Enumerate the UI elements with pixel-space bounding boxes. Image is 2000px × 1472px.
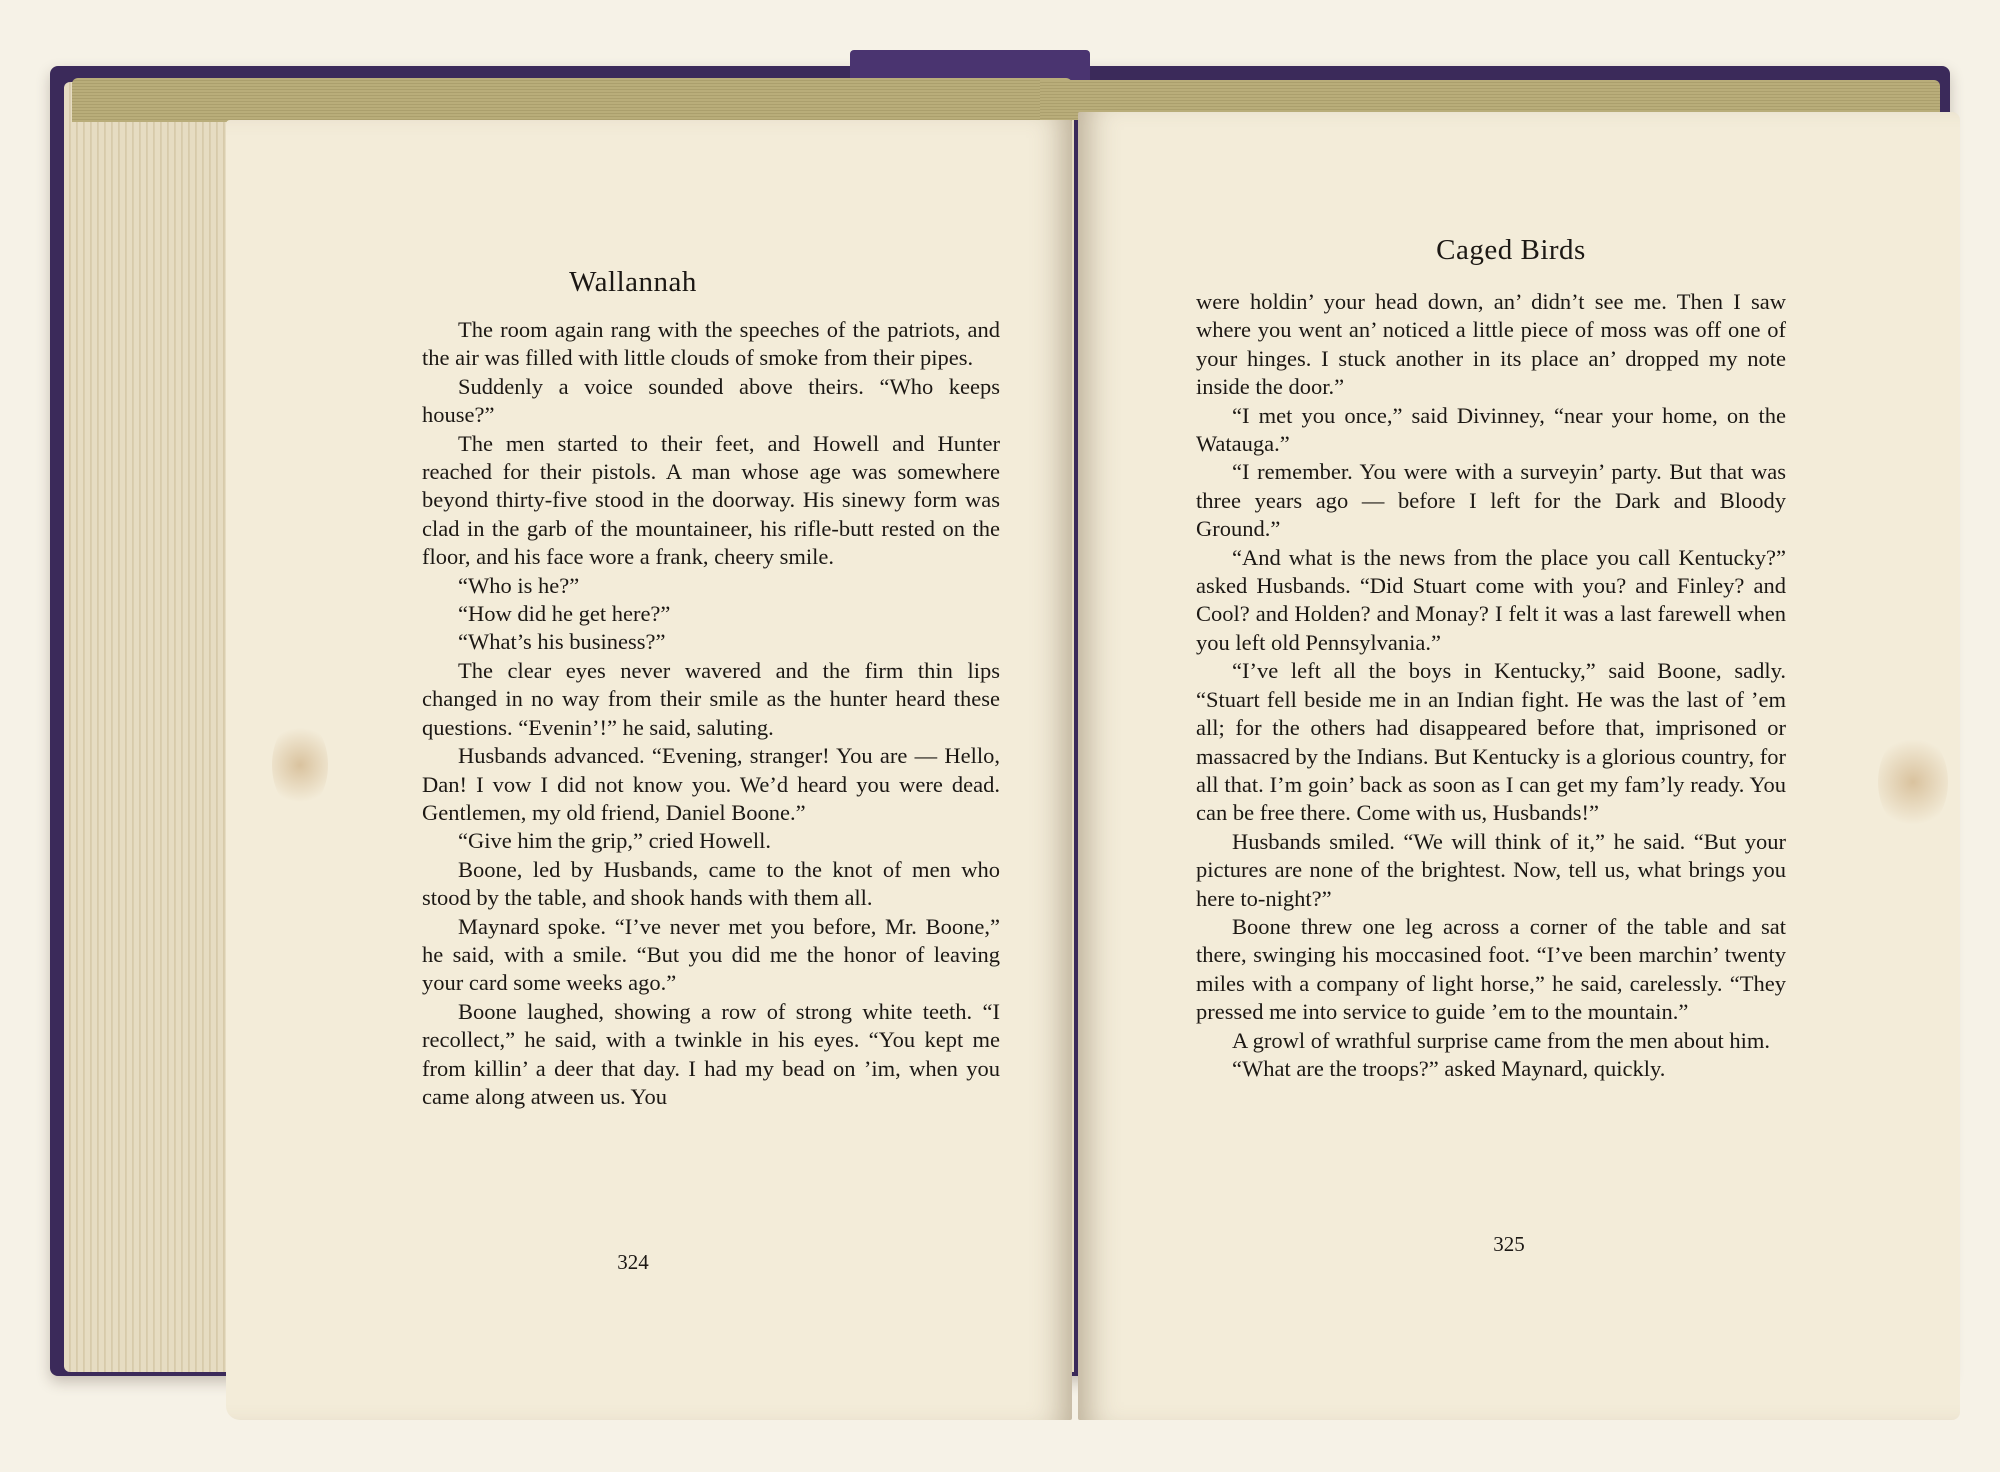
paragraph: The clear eyes never wavered and the firm thin lips changed in no way from their smile as the hunter heard these questions. “Evenin’!” he said, saluting. (422, 657, 1000, 740)
page-stain (272, 720, 328, 810)
paragraph: “Who is he?” (458, 572, 580, 598)
paragraph: “I remember. You were with a surveyin’ party. But that was three years ago — before I left for the Dark and Bloody Ground.” (1196, 459, 1786, 542)
right-page (1078, 112, 1960, 1420)
running-head: Caged Birds (1436, 234, 1586, 266)
paragraph: “What’s his business?” (458, 629, 666, 655)
paragraph: A growl of wrathful surprise came from the men about him. (1232, 1027, 1770, 1053)
running-head: Wallannah (569, 266, 697, 298)
page-stain (1878, 732, 1948, 832)
left-page (226, 120, 1072, 1420)
paragraph: Boone, led by Husbands, came to the knot of men who stood by the table, and shook hands with them all. (422, 856, 1000, 911)
page-text (422, 316, 1000, 1111)
page-top-edges-left (72, 78, 1072, 122)
page-text (1196, 288, 1786, 1083)
paragraph: Suddenly a voice sounded above theirs. “Who keeps house?” (422, 373, 1000, 428)
paragraph: Husbands advanced. “Evening, stranger! You are — Hello, Dan! I vow I did not know you. We’d heard you were dead. Gentlemen, my old friend, Daniel Boone.” (422, 743, 1000, 825)
paragraph: “What are the troops?” asked Maynard, quickly. (1232, 1055, 1666, 1081)
paragraph: The room again rang with the speeches of the patriots, and the air was filled with little clouds of smoke from their pipes. (422, 317, 1000, 371)
paragraph: Maynard spoke. “I’ve never met you before, Mr. Boone,” he said, with a smile. “But you did me the honor of leaving your card some weeks ago.” (422, 913, 1000, 996)
paragraph: “I’ve left all the boys in Kentucky,” said Boone, sadly. “Stuart fell beside me in an Indian fight. He was the last of ’em all; for the others had disappeared before that, imprisoned or massacred by the Indians. But Kentucky is a glorious country, for all that. I’m goin’ back as soon as I can get my fam’ly ready. You can be free there. Come with us, Husbands!” (1196, 658, 1786, 826)
paragraph: were holdin’ your head down, an’ didn’t see me. Then I saw where you went an’ noticed a little piece of moss was off one of your hinges. I stuck another in its place an’ dropped my note inside the door.” (1196, 289, 1786, 400)
paragraph: “How did he get here?” (458, 601, 671, 627)
paragraph: “And what is the news from the place you call Kentucky?” asked Husbands. “Did Stuart come with you? and Finley? and Cool? and Holden? and Monay? I felt it was a last farewell when you left old Pennsylvania.” (1196, 544, 1786, 655)
paragraph: Boone laughed, showing a row of strong white teeth. “I recollect,” he said, with a twinkle in his eyes. “You kept me from killin’ a deer that day. I had my bead on ’im, when you came along atween us. You (422, 998, 1000, 1109)
paragraph: “Give him the grip,” cried Howell. (458, 828, 772, 854)
page-number: 324 (617, 1250, 649, 1274)
paragraph: “I met you once,” said Divinney, “near your home, on the Watauga.” (1196, 402, 1786, 457)
page-number: 325 (1493, 1232, 1525, 1256)
paragraph: Boone threw one leg across a corner of the table and sat there, swinging his moccasined foot. “I’ve been marchin’ twenty miles with a company of light horse,” he said, carelessly. “They pressed me into service to guide ’em to the mountain.” (1196, 913, 1786, 1025)
paragraph: The men started to their feet, and Howell and Hunter reached for their pistols. A man whose age was somewhere beyond thirty-five stood in the doorway. His sinewy form was clad in the garb of the mountaineer, his rifle-butt rested on the floor, and his face wore a frank, cheery smile. (422, 430, 1000, 570)
paragraph: Husbands smiled. “We will think of it,” he said. “But your pictures are none of the brightest. Now, tell us, what brings you here to-night?” (1196, 828, 1786, 911)
